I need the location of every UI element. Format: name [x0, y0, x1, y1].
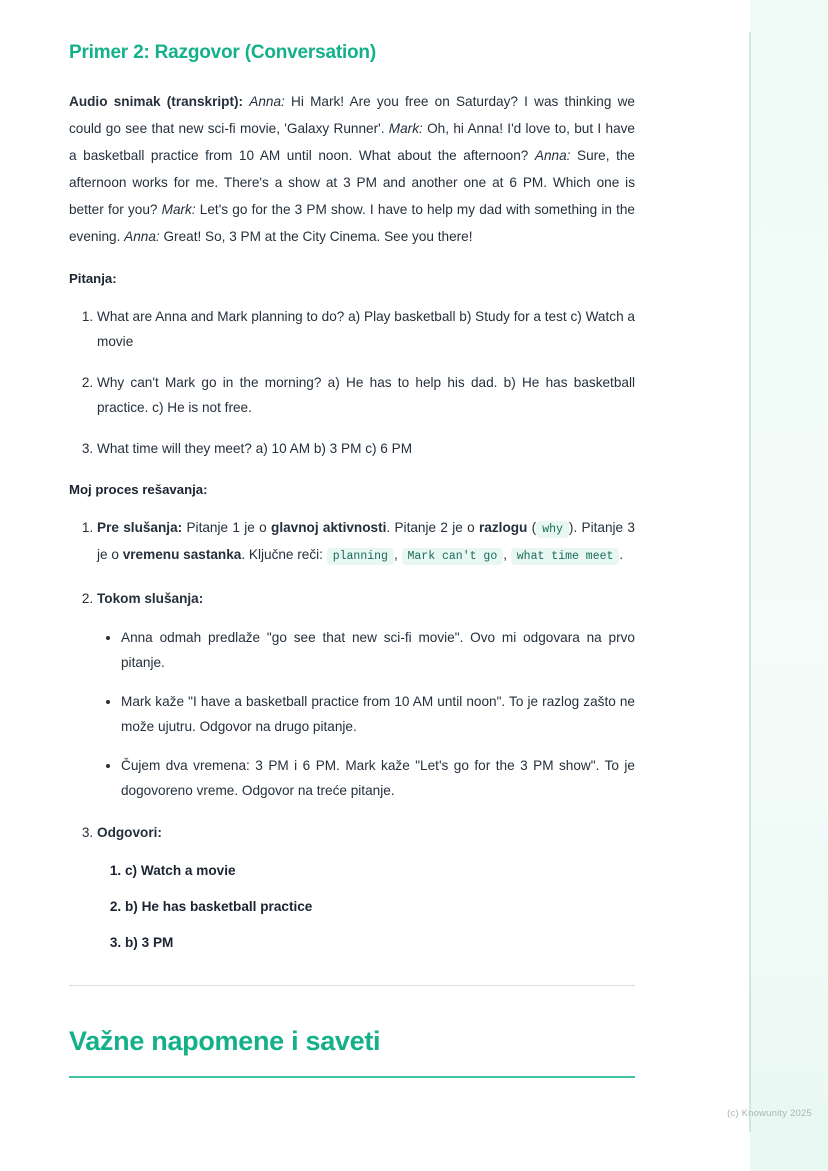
list-item: 2. Why can't Mark go in the morning? a) He has to help his dad. b) He has basketball practice. c) He is not free. — [97, 370, 635, 420]
questions-label: Pitanja: — [69, 271, 117, 286]
decorative-vertical-line — [749, 32, 751, 1132]
list-item: • Čujem dva vremena: 3 PM i 6 PM. Mark kaže "Let's go for the 3 PM show". To je dogovoreno vreme. Odgovor na treće pitanje. — [121, 753, 635, 803]
list-item: 3. What time will they meet? a) 10 AM b) 3 PM c) 6 PM — [97, 436, 635, 461]
step3-heading: Odgovori: — [97, 825, 162, 840]
speaker-mark-2: Mark: — [161, 202, 196, 217]
step1-b3: vremenu sastanka — [122, 547, 242, 562]
keyword-planning: planning — [327, 548, 394, 565]
step1-t3: ( — [527, 520, 537, 535]
copyright-footer: (c) Knowunity 2025 — [727, 1108, 812, 1119]
step1-t6: . — [619, 547, 624, 562]
keyword-why: why — [536, 521, 569, 538]
process-label: Moj proces rešavanja: — [69, 482, 208, 497]
list-item: 2. b) He has basketball practice — [125, 895, 635, 919]
document-content — [69, 0, 635, 1078]
step1-heading: Pre slušanja: — [97, 520, 183, 535]
keyword-what-time-meet: what time meet — [511, 548, 620, 565]
step1-b2: razlogu — [479, 520, 528, 535]
step2-heading: Tokom slušanja: — [97, 591, 204, 606]
step1-sep2: , — [503, 547, 511, 562]
speaker-anna-1: Anna: — [249, 94, 285, 109]
step1-b1: glavnoj aktivnosti — [271, 520, 387, 535]
transcript-text-2: Oh, hi Anna! I'd love to, but I have a basketball practice from 10 AM until noon. What about the afternoon? — [69, 121, 635, 163]
list-item: 3. b) 3 PM — [125, 931, 635, 955]
transcript-text-4: Let's go for the 3 PM show. I have to help my dad with something in the evening. — [69, 202, 635, 244]
step1-t2: . Pitanje 2 je o — [386, 520, 480, 535]
transcript-text-3: Sure, the afternoon works for me. There's a show at 3 PM and another one at 6 PM. Which one is better for you? — [69, 148, 635, 217]
speaker-mark-1: Mark: — [388, 121, 423, 136]
answers-list — [97, 859, 635, 955]
list-item-pre-slusanja — [97, 515, 635, 569]
transcript-text-1: Hi Mark! Are you free on Saturday? I was thinking we could go see that new sci-fi movie, 'Galaxy Runner'. — [69, 94, 635, 136]
title-underline — [69, 1076, 635, 1078]
section-title: Primer 2: Razgovor (Conversation) — [69, 42, 376, 63]
list-item: 1. What are Anna and Mark planning to do? a) Play basketball b) Study for a test c) Watch a movie — [97, 304, 635, 354]
step1-t4: ). Pitanje 3 je o — [97, 520, 635, 562]
step2-bullet-list — [97, 625, 635, 803]
decorative-right-rail — [750, 0, 828, 1171]
step1-t1: Pitanje 1 je o — [182, 520, 272, 535]
speaker-anna-2: Anna: — [534, 148, 571, 163]
transcript-text-5: Great! So, 3 PM at the City Cinema. See you there! — [159, 229, 473, 244]
list-item: • Mark kaže "I have a basketball practice from 10 AM until noon". To je razlog zašto ne može ujutru. Odgovor na drugo pitanje. — [121, 689, 635, 739]
list-item: • Anna odmah predlaže "go see that new sci-fi movie". Ovo mi odgovara na prvo pitanje. — [121, 625, 635, 675]
list-item-tokom-slusanja — [97, 586, 635, 803]
keyword-mark-cant-go: Mark can't go — [402, 548, 504, 565]
step1-t5: . Ključne reči: — [241, 547, 327, 562]
list-item: 1. c) Watch a movie — [125, 859, 635, 883]
questions-list — [69, 304, 635, 461]
speaker-anna-3: Anna: — [124, 229, 160, 244]
list-item-odgovori — [97, 820, 635, 955]
transcript-paragraph — [69, 88, 635, 250]
process-list — [69, 515, 635, 955]
section-divider — [69, 985, 635, 986]
transcript-label: Audio snimak (transkript): — [69, 94, 244, 109]
step1-sep1: , — [393, 547, 402, 562]
next-section-title: Važne napomene i saveti — [69, 1026, 381, 1056]
